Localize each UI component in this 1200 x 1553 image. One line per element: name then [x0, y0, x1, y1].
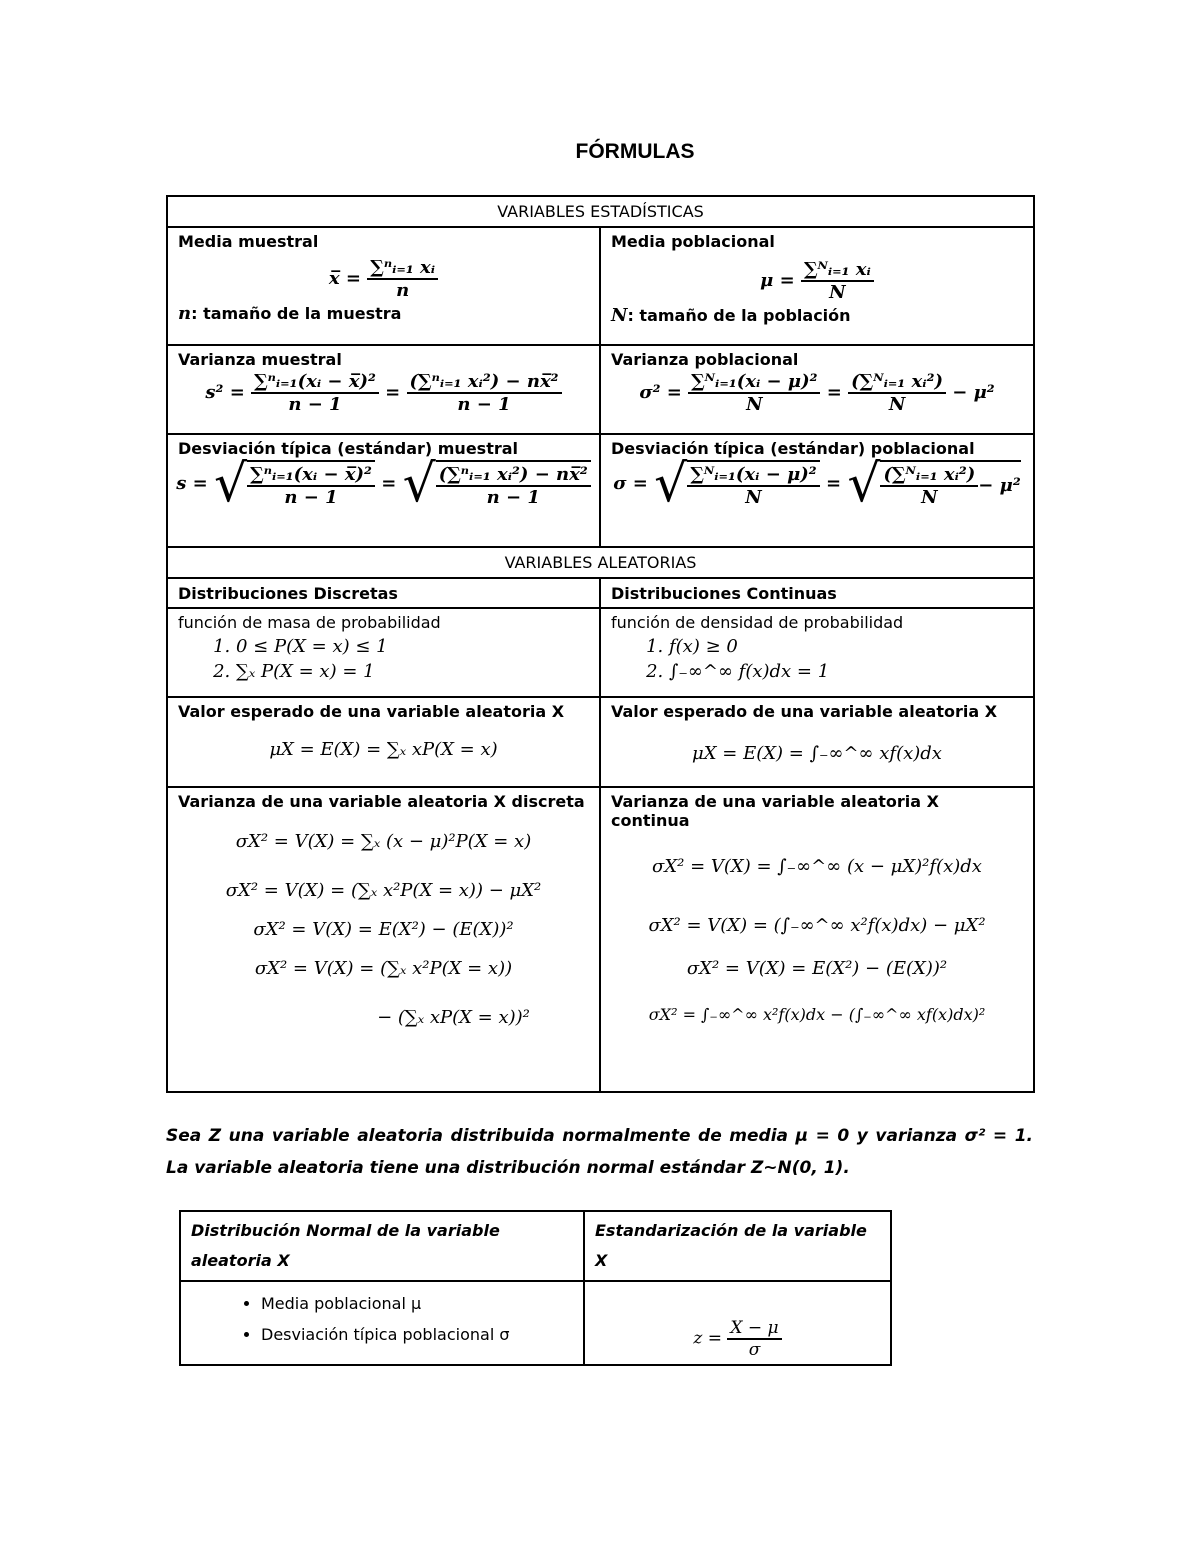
- cell-ev-discreta: [167, 697, 600, 787]
- numerator: X − μ: [727, 1318, 781, 1340]
- numerator: ∑ⁿᵢ₌₁(xᵢ − x̅)²: [251, 371, 379, 394]
- denominator: N: [888, 394, 906, 415]
- fraction: [367, 257, 438, 301]
- denominator: n − 1: [457, 394, 511, 415]
- fraction-2: [436, 464, 591, 508]
- fraction-1: [688, 371, 820, 415]
- numerator: ∑ᴺᵢ₌₁ xᵢ: [801, 259, 874, 282]
- label-var-discreta: Varianza de una variable aleatoria X discreta: [178, 792, 585, 811]
- denominator: n: [396, 280, 410, 301]
- label-discretas: Distribuciones Discretas: [178, 584, 398, 603]
- cell-discretas-header: [167, 578, 600, 608]
- list-discretas: [168, 636, 599, 682]
- lhs: σ =: [613, 473, 648, 494]
- cell-varianza-muestral: [167, 345, 600, 434]
- lhs: s² =: [205, 382, 245, 403]
- section-header-aleatorias: VARIABLES ALEATORIAS: [167, 547, 1034, 578]
- radicand-2: [880, 460, 1020, 508]
- fraction: [727, 1318, 781, 1360]
- note-media-poblacional: [601, 303, 1033, 326]
- text-masa: función de masa de probabilidad: [178, 613, 441, 632]
- denominator: n − 1: [486, 487, 540, 508]
- numerator: (∑ᴺᵢ₌₁ xᵢ²): [848, 371, 946, 394]
- formula-varianza-poblacional: [601, 371, 1033, 415]
- formula-var-continua-4: σX² = ∫₋∞^∞ x²f(x)dx − (∫₋∞^∞ xf(x)dx)²: [648, 1005, 986, 1024]
- normal-table: [179, 1210, 892, 1366]
- denominator: σ: [748, 1340, 761, 1360]
- list-item: • Desviación típica poblacional σ: [261, 1319, 583, 1350]
- denominator: n − 1: [288, 394, 342, 415]
- label-media-poblacional: Media poblacional: [611, 232, 775, 251]
- normal-note: Sea Z una variable aleatoria distribuida normalmente de media μ = 0 y varianza σ² = 1. La variable aleatoria tiene una distribución normal estándar Z~N(0, 1).: [166, 1126, 1033, 1178]
- cell-media-muestral: [167, 227, 600, 345]
- sqrt-icon: √: [214, 454, 248, 514]
- cell-desv-poblacional: [600, 434, 1034, 547]
- text-densidad: función de densidad de probabilidad: [611, 613, 904, 632]
- cell-media-poblacional: [600, 227, 1034, 345]
- list-item: 2. ∑ₓ P(X = x) = 1: [236, 661, 599, 682]
- formula-media-muestral: [168, 257, 599, 301]
- radicand-1: [247, 460, 375, 508]
- denominator: N: [745, 487, 762, 508]
- formula-var-continua-2: σX² = V(X) = (∫₋∞^∞ x²f(x)dx) − μX²: [648, 915, 986, 936]
- label-continuas: Distribuciones Continuas: [611, 584, 837, 603]
- formula-desv-muestral: [168, 454, 599, 514]
- normal-z-cell: [584, 1281, 891, 1365]
- denominator: N: [746, 394, 763, 415]
- var: N: [611, 305, 628, 326]
- lhs: s =: [176, 473, 208, 494]
- numerator: ∑ᴺᵢ₌₁(xᵢ − μ)²: [688, 371, 820, 394]
- formula-var-discreta-4: σX² = V(X) = (∑ₓ x²P(X = x)): [254, 958, 513, 979]
- fraction-2: [848, 371, 946, 415]
- denominator: N: [921, 487, 938, 508]
- formula-ev-discreta: μX = E(X) = ∑ₓ xP(X = x): [269, 739, 498, 760]
- label-ev-discreta: Valor esperado de una variable aleatoria X: [178, 702, 565, 721]
- fraction-1: [687, 464, 819, 508]
- cell-discretas-fn: [167, 608, 600, 697]
- cell-ev-continua: [600, 697, 1034, 787]
- label-ev-continua: Valor esperado de una variable aleatoria X: [611, 702, 998, 721]
- equals: =: [826, 382, 842, 403]
- note-text: : tamaño de la población: [627, 306, 851, 325]
- cell-continuas-fn: [600, 608, 1034, 697]
- normal-bullets-cell: [180, 1281, 584, 1365]
- numerator: ∑ⁿᵢ₌₁ xᵢ: [367, 257, 438, 280]
- equals: =: [825, 473, 842, 494]
- label-varianza-muestral: Varianza muestral: [178, 350, 342, 369]
- fraction-1: [251, 371, 379, 415]
- cell-continuas-header: [600, 578, 1034, 608]
- normal-header-left: Distribución Normal de la variable aleatoria X: [180, 1211, 584, 1281]
- normal-header-right: Estandarización de la variable X: [584, 1211, 891, 1281]
- lhs: x̅ =: [328, 268, 361, 289]
- list-item: 1. 0 ≤ P(X = x) ≤ 1: [236, 636, 599, 657]
- numerator: (∑ⁿᵢ₌₁ xᵢ²) − nx̅²: [436, 464, 591, 487]
- equals: =: [381, 473, 397, 494]
- formula-varianza-muestral: [168, 371, 599, 415]
- fraction-2: [407, 371, 562, 415]
- page-title: FÓRMULAS: [575, 140, 695, 163]
- radicand-2: [436, 460, 591, 508]
- formula-ev-continua: μX = E(X) = ∫₋∞^∞ xf(x)dx: [692, 743, 942, 764]
- formula-var-discreta-5: − (∑ₓ xP(X = x))²: [377, 1007, 530, 1028]
- var: n: [178, 303, 192, 324]
- formulas-table: [166, 195, 1035, 1093]
- formula-var-discreta-2: σX² = V(X) = (∑ₓ x²P(X = x)) − μX²: [225, 880, 542, 901]
- tail: − μ²: [978, 475, 1021, 496]
- cell-varianza-poblacional: [600, 345, 1034, 434]
- label-desv-muestral: Desviación típica (estándar) muestral: [178, 439, 519, 458]
- label-var-continua: Varianza de una variable aleatoria X continua: [611, 792, 939, 830]
- fraction: [801, 259, 874, 303]
- cell-desv-muestral: [167, 434, 600, 547]
- list-item: 1. f(x) ≥ 0: [669, 636, 1033, 657]
- cell-var-continua: [600, 787, 1034, 1092]
- sqrt-icon: √: [847, 454, 881, 514]
- list-item: • Media poblacional μ: [261, 1288, 583, 1319]
- note-text: : tamaño de la muestra: [191, 304, 402, 323]
- formula-media-poblacional: [601, 259, 1033, 303]
- formula-desv-poblacional: [601, 454, 1033, 514]
- radicand-1: [687, 460, 819, 508]
- lhs: σ² =: [639, 382, 682, 403]
- denominator: N: [829, 282, 846, 303]
- normal-bullets: [181, 1288, 583, 1350]
- formula-var-discreta-3: σX² = V(X) = E(X²) − (E(X))²: [253, 919, 514, 940]
- sqrt-icon: √: [402, 454, 436, 514]
- formula-var-discreta-1: σX² = V(X) = ∑ₓ (x − μ)²P(X = x): [235, 831, 532, 852]
- denominator: n − 1: [284, 487, 338, 508]
- label-varianza-poblacional: Varianza poblacional: [611, 350, 799, 369]
- fraction-1: [247, 464, 375, 508]
- numerator: (∑ᴺᵢ₌₁ xᵢ²): [880, 464, 978, 487]
- list-continuas: [601, 636, 1033, 682]
- lhs: z =: [693, 1328, 722, 1349]
- numerator: ∑ᴺᵢ₌₁(xᵢ − μ)²: [687, 464, 819, 487]
- label-desv-poblacional: Desviación típica (estándar) poblacional: [611, 439, 975, 458]
- tail: − μ²: [952, 382, 995, 403]
- numerator: ∑ⁿᵢ₌₁(xᵢ − x̅)²: [247, 464, 375, 487]
- lhs: μ =: [760, 270, 795, 291]
- note-media-muestral: [168, 301, 599, 324]
- formula-z: [585, 1318, 890, 1364]
- equals: =: [385, 382, 401, 403]
- formula-var-continua-3: σX² = V(X) = E(X²) − (E(X))²: [686, 958, 948, 979]
- label-media-muestral: Media muestral: [178, 232, 319, 251]
- section-header-estadisticas: VARIABLES ESTADÍSTICAS: [167, 196, 1034, 227]
- numerator: (∑ⁿᵢ₌₁ xᵢ²) − nx̅²: [407, 371, 562, 394]
- sqrt-icon: √: [654, 454, 688, 514]
- list-item: 2. ∫₋∞^∞ f(x)dx = 1: [669, 661, 1033, 682]
- formula-var-continua-1: σX² = V(X) = ∫₋∞^∞ (x − μX)²f(x)dx: [652, 856, 982, 877]
- cell-var-discreta: [167, 787, 600, 1092]
- fraction-2: [880, 464, 978, 508]
